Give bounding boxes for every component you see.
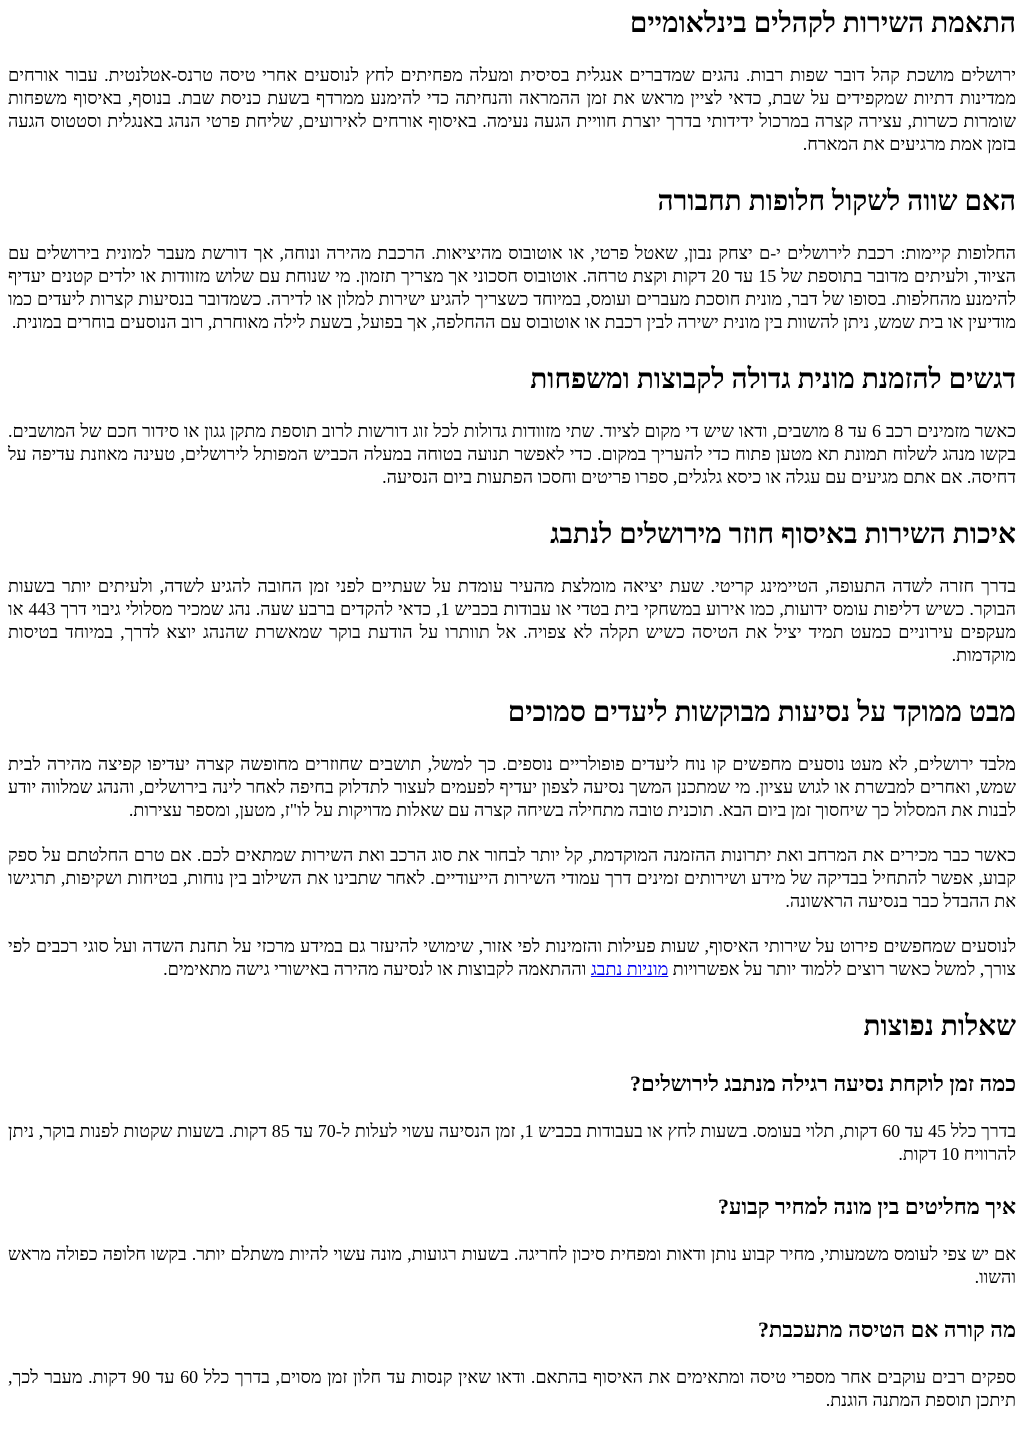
- section-title-international-audiences: התאמת השירות לקהלים בינלאומיים: [629, 8, 1016, 39]
- paragraph-return-pickup-quality: בדרך חזרה לשדה התעופה, הטיימינג קריטי. שעת יציאה מומלצת מהעיר עומדת על שעתיים לפני זמן החובה להגיע לשדה, ולעיתים יותר בשעות הבוקר. כשיש דליפות עומס ידועות, כמו אירוע במשחקי בית בטדי או עבודות בכביש 1, כדאי להקדים ברבע שעה. נהג שמכיר מסלולי גיבוי דרך 443 או מעקפים עירוניים כמעט תמיד יציל את הטיסה כשיש תקלה לא צפויה. אל תוותרו על הודעת בוקר שמאשרת שהנהג יוצא לדרך, במיוחד בטיסות מוקדמות.: [8, 576, 1016, 665]
- faq-question-flight-delay: מה קורה אם הטיסה מתעכבת?: [758, 1317, 1016, 1342]
- paragraph-international-audiences: ירושלים מושכת קהל דובר שפות רבות. נהגים שמדברים אנגלית בסיסית ומעלה מפחיתים לחץ לנוסעים אחרי טיסה טרנס-אטלנטית. עבור אורחים ממדינות דתיות שמקפידים על שבת, כדאי לציין מראש את זמן ההמראה והנחיתה כדי להימנע ממרדף בשעת כניסת שבת. בנוסף, באיסוף משפחות שומרות כשרות, עצירה קצרה במרכול ידידותי בדרך יוצרת חוויית הגעה נעימה. באיסוף אורחים לאירועים, שליחת פרטי הנהג באנגלית וסטטוס הגעה בזמן אמת מרגיעים את המארח.: [8, 65, 1016, 154]
- faq-answer-travel-time: בדרך כלל 45 עד 60 דקות, תלוי בעומס. בשעות לחץ או בעבודות בכביש 1, זמן הנסיעה עשוי לעלות ל-70 עד 85 דקות. בשעות שקטות לפנות בוקר, ניתן להרוויח 10 דקות.: [8, 1121, 1017, 1164]
- faq-answer-meter-vs-fixed-price: אם יש צפי לעומס משמעותי, מחיר קבוע נותן ודאות ומפחית סיכון לחריגה. בשעות רגועות, מונה עשוי להיות משתלם יותר. בקשו חלופה כפולה מראש והשוו.: [8, 1244, 1016, 1287]
- section-transport-alternatives: [8, 186, 1016, 334]
- link-paragraph-after-text: וההתאמה לקבוצות או לנסיעה מהירה באישורי גישה מתאימים.: [163, 959, 591, 979]
- section-title-nearby-destinations: מבט ממוקד על נסיעות מבוקשות ליעדים סמוכים: [507, 697, 1016, 728]
- section-large-taxi-booking: [8, 364, 1016, 489]
- section-title-faq: שאלות נפוצות: [863, 1011, 1016, 1042]
- article: [8, 8, 1016, 1412]
- faq-answer-flight-delay: ספקים רבים עוקבים אחר מספרי טיסה ומתאימים את האיסוף בהתאם. ודאו שאין קנסות עד חלון זמן מסוים, בדרך כלל 60 עד 90 דקות. מעבר לכך, תיתכן תוספת המתנה הוגנת.: [8, 1367, 1017, 1410]
- paragraph-nearby-destinations-2: כאשר כבר מכירים את המרחב ואת יתרונות ההזמנה המוקדמת, קל יותר לבחור את סוג הרכב ואת השירות שמתאים לכם. אם טרם החלטתם על ספק קבוע, אפשר להתחיל בבדיקה של מידע ושירותים זמינים דרך עמודי השירות הייעודיים. לאחר שתבינו את השילוב בין נוחות, בטיחות ושקיפות, תרגישו את ההבדל כבר בנסיעה הראשונה.: [8, 845, 1016, 911]
- section-nearby-destinations: [8, 697, 1016, 981]
- section-return-pickup-quality: [8, 519, 1016, 667]
- section-faq: [8, 1011, 1016, 1412]
- link-paragraph-before-text: לנוסעים שמחפשים פירוט על שירותי האיסוף, שעות פעילות והזמינות לפי אזור, שימושי להיעזר גם במידע מרכזי על תחנת השדה ועל סוגי רכבים לפי צורך, למשל כאשר רוצים ללמוד יותר על אפשרויות: [8, 936, 1016, 979]
- section-international-audiences: [8, 8, 1016, 156]
- section-title-return-pickup-quality: איכות השירות באיסוף חוזר מירושלים לנתבג: [550, 519, 1016, 550]
- faq-question-travel-time: כמה זמן לוקחת נסיעה רגילה מנתבג לירושלים?: [629, 1071, 1016, 1096]
- paragraph-nearby-destinations-1: מלבד ירושלים, לא מעט נוסעים מחפשים קו נוח ליעדים פופולריים נוספים. כך למשל, תושבים שחוזרים מחופשה קצרה יעדיפו קפיצה מהירה לבית שמש, ואחרים למבשרת או לגוש עציון. מי שמתכנן המשך נסיעה לצפון יעדיף לפעמים לעצור לתדלוק בחיפה לאחר לינה בירושלים, והנהג שמלווה יודע לבנות את המסלול כך שיחסוך זמן ביום הבא. תוכנית טובה מתחילה בשיחה קצרה עם שאלות מדויקות על לו"ז, מטען, ומספר עצירות.: [8, 754, 1016, 820]
- paragraph-nearby-destinations-3: [8, 935, 1016, 981]
- ntbg-taxis-link[interactable]: מוניות נתבג: [590, 959, 669, 979]
- paragraph-large-taxi-booking: כאשר מזמינים רכב 6 עד 8 מושבים, ודאו שיש די מקום לציוד. שתי מזוודות גדולות לכל זוג דורשות לרוב תוספת מתקן גגון או סידור חכם של המושבים. בקשו מנהג לשלוח תמונת תא מטען פתוח כדי להעריך במקום. כדי לאפשר תנועה בטוחה במעלה הכביש המפותל לירושלים, טעינה מאוזנת עדיפה על דחיסה. אם אתם מגיעים עם עגלה או כיסא גלגלים, ספרו פריטים וחסכו הפתעות ביום הנסיעה.: [8, 421, 1016, 487]
- faq-question-meter-vs-fixed-price: איך מחליטים בין מונה למחיר קבוע?: [718, 1194, 1016, 1219]
- paragraph-transport-alternatives: החלופות קיימות: רכבת לירושלים י-ם יצחק נבון, שאטל פרטי, או אוטובוס מהיציאות. הרכבת מהירה ונוחה, אך דורשת מעבר למונית בירושלים עם הציוד, ולעיתים מדובר בתוספת של 15 עד 20 דקות וקצת טרחה. אוטובוס חסכוני אך מצריך תזמון. מי שנוחת עם שלוש מזוודות או ילדים קטנים יעדיף להימנע מהחלפות. בסופו של דבר, מונית חוסכת מעברים ועומס, במיוחד כשצריך להגיע ישירות למלון או לדירה. כשמדובר בנסיעות קצרות ליעדים כמו מודיעין או בית שמש, ניתן להשוות בין מונית ישירה לבין רכבת או אוטובוס עם ההחלפה, אך בפועל, בשעת לילה מאוחרת, רוב הנוסעים בוחרים במונית.: [8, 243, 1017, 332]
- section-title-large-taxi-booking: דגשים להזמנת מונית גדולה לקבוצות ומשפחות: [530, 364, 1016, 395]
- section-title-transport-alternatives: האם שווה לשקול חלופות תחבורה: [657, 186, 1016, 217]
